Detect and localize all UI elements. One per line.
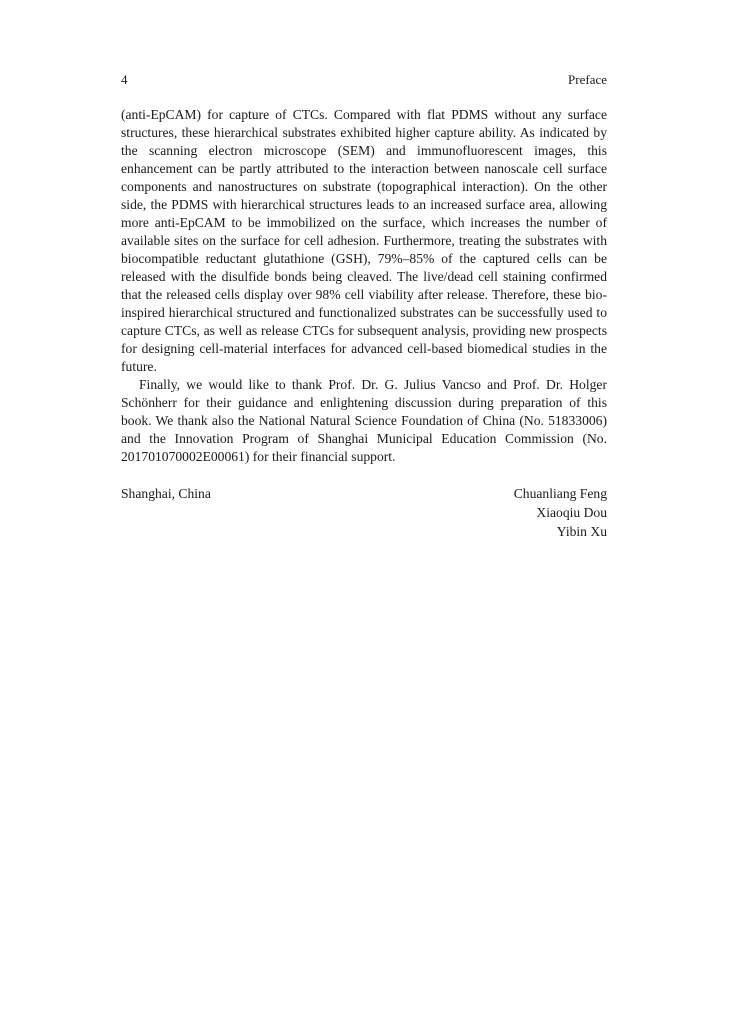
paragraph-continued: (anti-EpCAM) for capture of CTCs. Compared with flat PDMS without any surface structures, these hierarchical substrates exhibited higher capture ability. As indicated by the scanning electron microscope (SEM) and immunofluorescent images, this enhancement can be partly attributed to the interaction between nanoscale cell surface components and nanostructures on substrate (topographical interaction). On the other side, the PDMS with hierarchical structures leads to an increased surface area, allowing more anti-EpCAM to be immobilized on the surface, which increases the number of available sites on the surface for cell adhesion. Furthermore, treating the substrates with biocompatible reductant glutathione (GSH), 79%–85% of the captured cells can be released with the disulfide bonds being cleaved. The live/dead cell staining confirmed that the released cells display over 98% cell viability after release. Therefore, these bio-inspired hierarchical structured and functionalized substrates can be successfully used to capture CTCs, as well as release CTCs for subsequent analysis, providing new prospects for designing cell-material interfaces for advanced cell-based biomedical studies in the future.: [121, 107, 607, 374]
signature-block: [121, 484, 607, 541]
page-number: 4: [121, 72, 128, 87]
author-name: Xiaoqiu Dou: [536, 505, 607, 520]
preface-body: [121, 106, 607, 466]
running-title: Preface: [568, 72, 607, 87]
paragraph-acknowledgements: Finally, we would like to thank Prof. Dr. G. Julius Vancso and Prof. Dr. Holger Schönherr for their guidance and enlightening discussion during preparation of this book. We thank also the National Natural Science Foundation of China (No. 51833006) and the Innovation Program of Shanghai Municipal Education Commission (No. 201701070002E00061) for their financial support.: [121, 377, 607, 464]
running-head: [121, 72, 607, 88]
author-name: Yibin Xu: [556, 524, 607, 539]
author-list: [514, 484, 607, 541]
book-page: [121, 72, 607, 541]
signature-location: Shanghai, China: [121, 486, 211, 501]
author-name: Chuanliang Feng: [513, 486, 607, 501]
